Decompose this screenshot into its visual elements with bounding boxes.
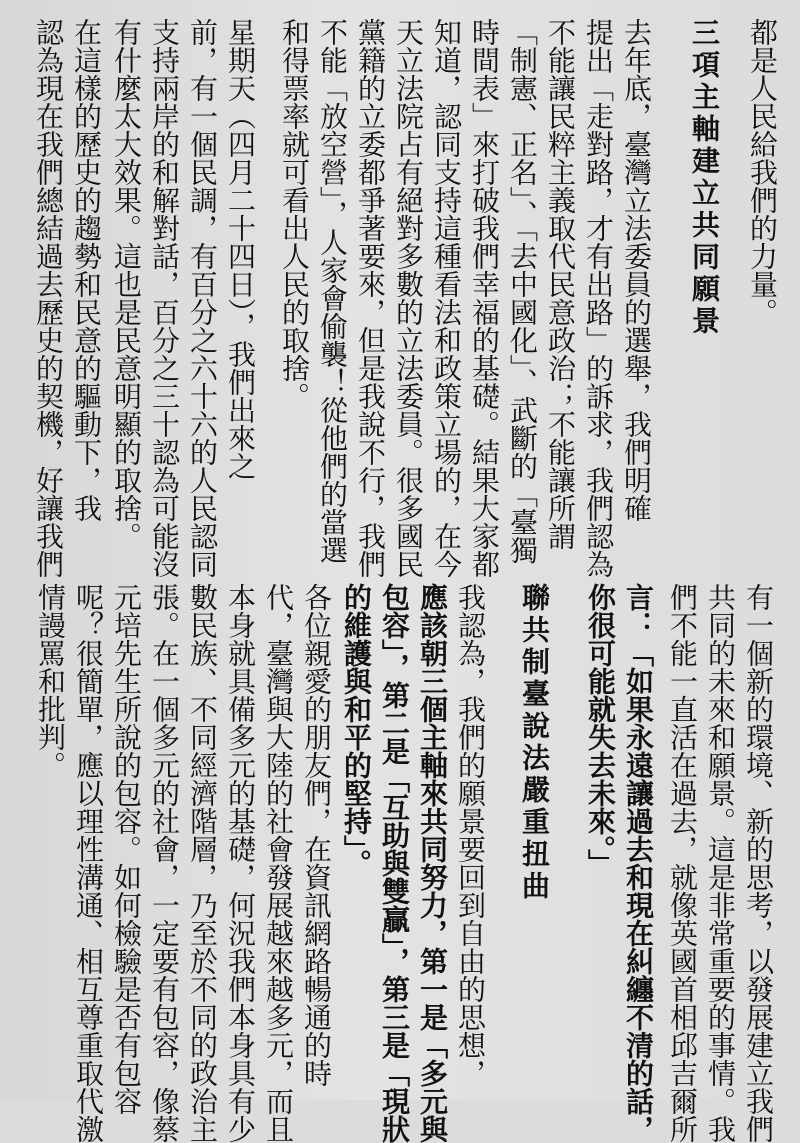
text-column: 提出「走對路，才有出路」的訴求，我們認為 <box>582 18 615 578</box>
bottom-section <box>0 565 800 1143</box>
text-column: 應該朝三個主軸來共同努力，第一是「多元與 <box>416 583 449 1143</box>
text-column: 前，有一個民調，有百分之六十六的人民認同 <box>186 18 219 578</box>
text-column: 各位親愛的朋友們，在資訊網路暢通的時 <box>300 583 333 1087</box>
text-column: 在這樣的歷史的趨勢和民意的驅動下，我 <box>70 18 103 522</box>
text-column: 呢？很簡單，應以理性溝通、相互尊重取代激 <box>72 583 105 1143</box>
section-heading: 三項主軸建立共同願景 <box>688 18 721 338</box>
text-column: 包容」，第二是「互助與雙贏」，第三是「現狀 <box>378 583 411 1143</box>
text-column: 去年底，臺灣立法委員的選舉，我們明確 <box>620 18 653 522</box>
text-column: 本身就具備多元的基礎，何況我們本身具有少 <box>224 583 257 1143</box>
text-column: 情謾罵和批判。 <box>34 583 67 779</box>
text-column: 言：「如果永遠讓過去和現在糾纏不清的話， <box>622 583 655 1143</box>
text-column: 「制憲、正名」、「去中國化」、武斷的「臺獨 <box>506 18 539 564</box>
text-column: 數民族、不同經濟階層，乃至於不同的政治主 <box>186 583 219 1143</box>
text-column: 張。在一個多元的社會，一定要有包容，像蔡 <box>148 583 181 1143</box>
text-column: 的維護與和平的堅持」。 <box>340 583 373 877</box>
text-column: 我認為，我們的願景要回到自由的思想， <box>454 583 487 1087</box>
text-column: 和得票率就可看出人民的取捨。 <box>278 18 311 410</box>
text-column: 黨籍的立委都爭著要來，但是我說不行，我們 <box>354 18 387 578</box>
text-column: 不能讓民粹主義取代民意政治；不能讓所謂 <box>544 18 577 550</box>
text-column: 有一個新的環境、新的思考，以發展建立我們 <box>742 583 775 1143</box>
text-column: 支持兩岸的和解對話，百分之三十認為可能沒 <box>148 18 181 578</box>
text-column: 認為現在我們總結過去歷史的契機，好讓我們 <box>32 18 65 578</box>
text-column: 元培先生所說的包容。如何檢驗是否有包容 <box>110 583 143 1115</box>
section-heading: 聯共制臺說法嚴重扭曲 <box>518 583 551 903</box>
text-column: 有什麼太大效果。這也是民意明顯的取捨。 <box>110 18 143 550</box>
text-column: 都是人民給我們的力量。 <box>746 18 779 326</box>
text-column: 不能「放空營」，人家會偷襲！從他們的當選 <box>316 18 349 564</box>
text-column: 天立法院占有絕對多數的立法委員。很多國民 <box>392 18 425 578</box>
text-column: 星期天（四月二十四日），我們出來之 <box>224 18 257 480</box>
text-column: 時間表」來打破我們幸福的基礎。結果大家都 <box>468 18 501 578</box>
text-column: 知道，認同支持這種看法和政策立場的，在今 <box>430 18 463 578</box>
text-column: 你很可能就失去未來。」 <box>584 583 617 877</box>
text-column: 代，臺灣與大陸的社會發展越來越多元，而且 <box>262 583 295 1143</box>
text-column: 們不能一直活在過去，就像英國首相邱吉爾所 <box>666 583 699 1143</box>
text-column: 共同的未來和願景。這是非常重要的事情。我 <box>704 583 737 1143</box>
